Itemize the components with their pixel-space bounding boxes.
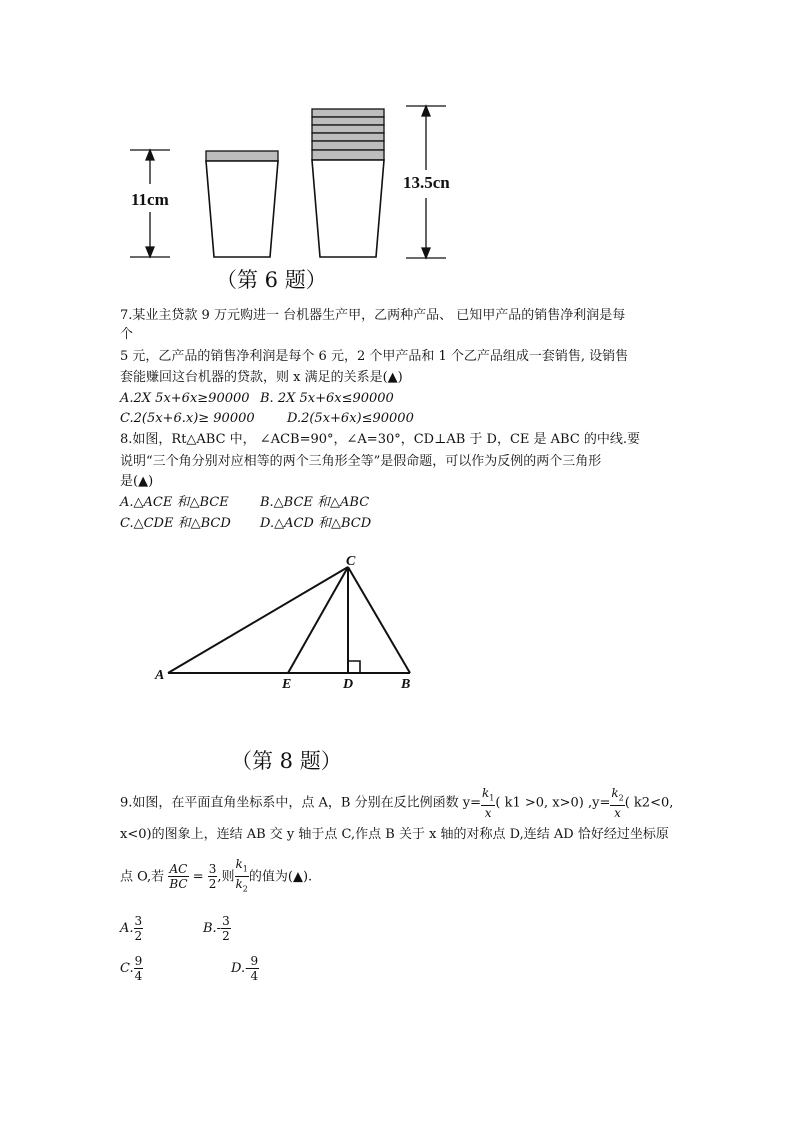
q9-option-b-prefix: B.- — [203, 921, 222, 936]
stacked-cups — [312, 109, 384, 257]
q9-option-a — [120, 912, 143, 946]
q7-option-b: B. 2X 5x+6x≤90000 — [260, 391, 394, 406]
q7-line-2: 个 — [120, 327, 134, 342]
point-label-a: A — [155, 668, 165, 683]
figure-8-caption: （第 8 题） — [231, 749, 342, 773]
q9-option-c — [120, 952, 143, 986]
q9-then: ,则 — [217, 869, 235, 885]
q9-option-b-num: 3 — [222, 914, 230, 928]
q9-line-3-end: 的值为(▲). — [248, 869, 313, 885]
q9-condition-2: ( k2<0, — [624, 795, 674, 811]
q9-option-d-den: 4 — [250, 969, 259, 983]
q7-option-a: A.2X 5x+6x≥90000 — [120, 391, 250, 406]
segment-ac — [168, 567, 348, 673]
q9-line-1 — [120, 786, 673, 820]
q7-line-4: 套能赚回这台机器的贷款，则 x 满足的关系是(▲) — [120, 370, 403, 385]
fraction-three-halves — [208, 862, 218, 891]
k1-subscript: 1 — [489, 793, 495, 803]
q9-option-b-fraction — [221, 914, 231, 943]
height-label-right: 13.5cn — [403, 173, 450, 192]
equals-sign: = — [192, 869, 204, 885]
right-angle-mark — [348, 661, 360, 673]
q9-option-c-num: 9 — [134, 954, 143, 968]
q9-option-a-num: 3 — [134, 914, 143, 928]
figure-6-caption: （第 6 题） — [216, 268, 327, 292]
q9-option-c-fraction — [134, 954, 144, 983]
ac-label: AC — [169, 862, 188, 877]
q8-line-3: 是(▲) — [120, 474, 154, 489]
q8-option-a: A.△ACE 和△BCE — [120, 495, 229, 510]
bc-label: BC — [169, 877, 188, 892]
k1-letter-b: k — [235, 857, 243, 871]
two-label: 2 — [208, 877, 217, 892]
q9-option-a-fraction — [134, 914, 144, 943]
q9-option-d-prefix: D.- — [231, 961, 250, 976]
q7-option-c: C.2(5x+6.x)≥ 90000 — [120, 411, 255, 426]
q9-line-3-text: 点 O,若 — [120, 869, 165, 885]
q8-option-b: B.△BCE 和△ABC — [260, 495, 370, 510]
k2-subscript-b: 2 — [242, 884, 248, 894]
q9-line-2: x<0)的图象上，连结 AB 交 y 轴于点 C,作点 B 关于 x 轴的对称点 D,连结 AD 恰好经过坐标原 — [120, 827, 669, 842]
segment-ce — [288, 567, 348, 673]
q9-option-c-prefix: C. — [120, 961, 134, 976]
single-cup — [206, 151, 278, 257]
x-letter-1: x — [484, 806, 492, 821]
q9-option-d-fraction — [249, 954, 259, 983]
q7-option-d: D.2(5x+6x)≤90000 — [287, 411, 414, 426]
k2-letter-b: k — [235, 877, 243, 892]
k1-letter: k — [481, 786, 490, 800]
fraction-ac-over-bc — [168, 862, 188, 891]
q9-option-d — [231, 952, 259, 986]
q9-option-b-den: 2 — [222, 929, 230, 943]
point-label-b: B — [401, 677, 411, 692]
point-label-d: D — [343, 677, 354, 692]
q8-line-2: 说明“三个角分别对应相等的两个三角形全等”是假命题，可以作为反例的两个三角形 — [120, 454, 602, 469]
fraction-k1-over-x — [481, 786, 495, 820]
point-label-c: C — [346, 554, 356, 569]
q9-option-a-den: 2 — [134, 929, 143, 943]
q8-option-d: D.△ACD 和△BCD — [260, 516, 372, 531]
k1-subscript-b: 1 — [242, 864, 248, 874]
x-letter-2: x — [614, 806, 621, 821]
q8-option-c: C.△CDE 和△BCD — [120, 516, 231, 531]
q9-line-3 — [120, 857, 312, 897]
q9-line-1-text: 9.如图，在平面直角坐标系中，点 A，B 分别在反比例函数 y= — [120, 795, 481, 811]
q8-line-1: 8.如图，Rt△ABC 中， ∠ACB=90°，∠A=30°，CD⊥AB 于 D，CE 是 ABC 的中线.要 — [120, 432, 641, 447]
q7-line-3: 5 元，乙产品的销售净利润是每个 6 元，2 个甲产品和 1 个乙产品组成一套销售, 设销售 — [120, 349, 629, 364]
q9-condition-1: ( k1 >0, x>0) ,y= — [495, 795, 611, 811]
q9-option-b — [203, 912, 231, 946]
q9-option-c-den: 4 — [134, 969, 143, 983]
k2-subscript: 2 — [618, 793, 624, 803]
k2-letter: k — [611, 786, 619, 800]
point-label-e: E — [282, 677, 292, 692]
q9-option-a-prefix: A. — [120, 921, 134, 936]
fraction-k2-over-x — [610, 786, 624, 820]
figure-8-triangle — [150, 555, 430, 685]
fraction-k1-over-k2 — [235, 857, 249, 897]
q7-line-1: 7.某业主贷款 9 万元购进一 台机器生产甲，乙两种产品、 已知甲产品的销售净利润是每 — [120, 308, 626, 323]
height-label-left: 11cm — [131, 190, 169, 209]
q9-option-d-num: 9 — [250, 954, 259, 968]
three-label: 3 — [208, 862, 217, 877]
segment-bc — [348, 567, 410, 673]
